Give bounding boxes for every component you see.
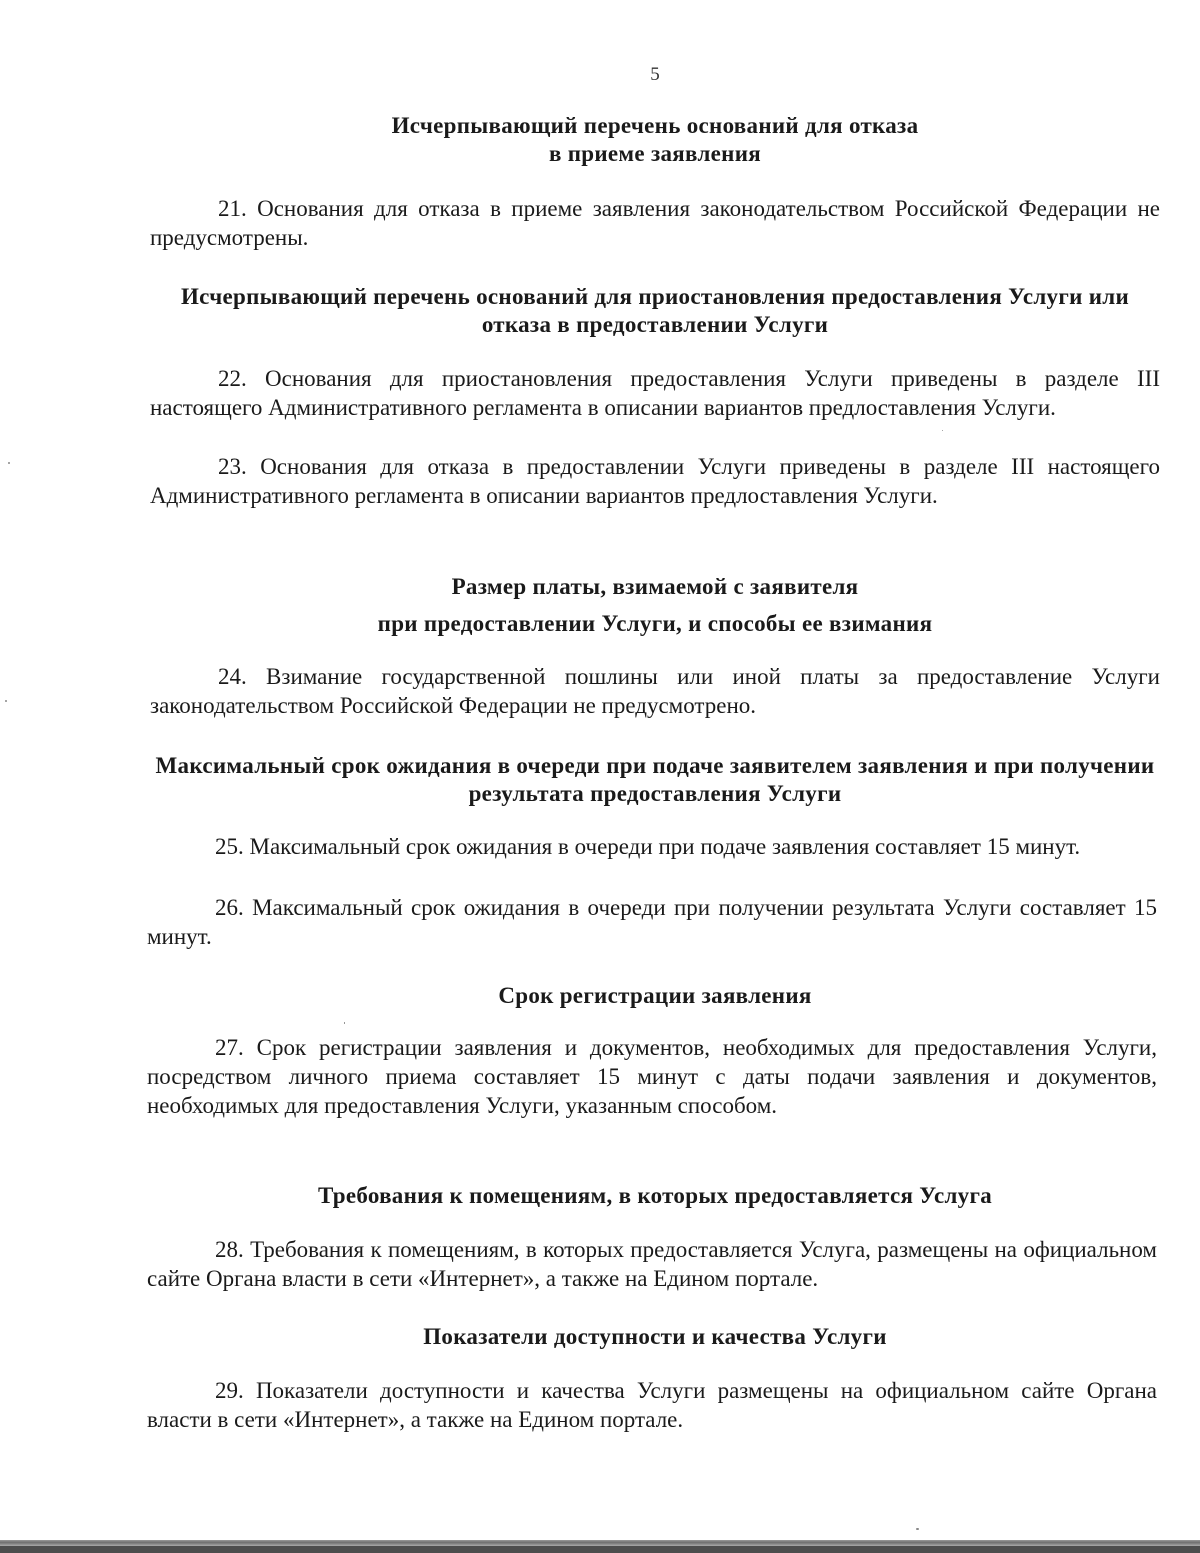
- paragraph-27: 27. Срок регистрации заявления и документов, необходимых для предоставления Услуги, посредством личного приема составляет 15 минут с даты подачи заявления и документов, необходимых для предоставления Услуги, указанным способом.: [147, 1035, 1157, 1118]
- section-heading-quality-indicators: Показатели доступности и качества Услуги: [423, 1324, 887, 1349]
- page-number: 5: [650, 64, 660, 85]
- section-heading-fee: Размер платы, взимаемой с заявителя при предоставлении Услуги, и способы ее взимания: [377, 574, 933, 636]
- paragraph-21: 21. Основания для отказа в приеме заявления законодательством Российской Федерации не предусмотрены.: [150, 196, 1160, 250]
- paragraph-23: 23. Основания для отказа в предоставлении Услуги приведены в разделе III настоящего Административного регламента в описании вариантов предлоставления Услуги.: [150, 454, 1160, 508]
- paragraph-26: 26. Максимальный срок ожидания в очереди при получении результата Услуги составляет 15 минут.: [147, 895, 1157, 949]
- scan-speck: [916, 1528, 919, 1530]
- paragraph-29: 29. Показатели доступности и качества Услуги размещены на официальном сайте Органа власти в сети «Интернет», а также на Едином портале.: [147, 1378, 1157, 1432]
- scan-speck: [5, 700, 7, 702]
- section-heading-premises: Требования к помещениям, в которых предоставляется Услуга: [317, 1183, 993, 1208]
- section-heading-waiting-time: Максимальный срок ожидания в очереди при подаче заявителем заявления и при получении результата предоставления Услуги: [155, 753, 1155, 806]
- paragraph-24: 24. Взимание государственной пошлины или иной платы за предоставление Услуги законодательством Российской Федерации не предусмотрено.: [150, 664, 1160, 718]
- scan-speck: [344, 1022, 345, 1024]
- section-heading-suspension-refusal: Исчерпывающий перечень оснований для приостановления предоставления Услуги или отказа в предоставлении Услуги: [180, 284, 1129, 337]
- section-heading-refusal-acceptance: Исчерпывающий перечень оснований для отказа в приеме заявления: [391, 113, 919, 166]
- paragraph-25: 25. Максимальный срок ожидания в очереди при подаче заявления составляет 15 минут.: [215, 834, 1081, 859]
- section-heading-registration-time: Срок регистрации заявления: [498, 983, 812, 1008]
- paragraph-22: 22. Основания для приостановления предоставления Услуги приведены в разделе III настоящего Административного регламента в описании вариантов предлоставления Услуги.: [150, 366, 1160, 420]
- paragraph-28: 28. Требования к помещениям, в которых предоставляется Услуга, размещены на официальном сайте Органа власти в сети «Интернет», а также на Едином портале.: [147, 1237, 1157, 1291]
- scan-bottom-shadow: [0, 1546, 1200, 1553]
- scan-speck: [942, 430, 943, 431]
- scan-speck: [8, 462, 10, 464]
